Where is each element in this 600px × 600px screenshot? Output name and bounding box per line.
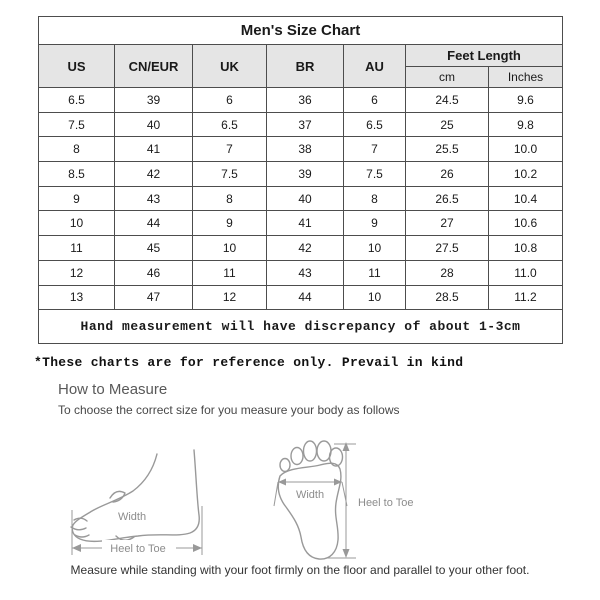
cell-inches: 10.2 bbox=[489, 162, 563, 187]
cell-au: 8 bbox=[344, 186, 406, 211]
toe bbox=[291, 448, 303, 465]
measurement-discrepancy-note: Hand measurement will have discrepancy of about 1-3cm bbox=[39, 310, 563, 344]
cell-uk: 6 bbox=[193, 88, 267, 113]
cell-inches: 11.0 bbox=[489, 260, 563, 285]
size-row bbox=[39, 162, 563, 187]
cell-au: 7.5 bbox=[344, 162, 406, 187]
cell-cn-eur: 45 bbox=[115, 236, 193, 261]
arrowhead-up-icon bbox=[343, 442, 350, 451]
cell-inches: 10.8 bbox=[489, 236, 563, 261]
cell-cm: 25.5 bbox=[406, 137, 489, 162]
side-view-length-label: Heel to Toe bbox=[110, 543, 166, 555]
cell-inches: 9.6 bbox=[489, 88, 563, 113]
cell-cn-eur: 42 bbox=[115, 162, 193, 187]
cell-au: 10 bbox=[344, 236, 406, 261]
toe-detail bbox=[75, 535, 89, 537]
arrowhead-down-icon bbox=[343, 549, 350, 558]
cell-br: 43 bbox=[267, 260, 344, 285]
col-header-cn-eur: CN/EUR bbox=[115, 45, 193, 88]
cell-cn-eur: 39 bbox=[115, 88, 193, 113]
cell-uk: 6.5 bbox=[193, 112, 267, 137]
foot-side-outline bbox=[72, 450, 199, 541]
cell-cn-eur: 43 bbox=[115, 186, 193, 211]
cell-inches: 10.4 bbox=[489, 186, 563, 211]
cell-us: 8.5 bbox=[39, 162, 115, 187]
cell-au: 10 bbox=[344, 285, 406, 310]
side-view-width-label: Width bbox=[117, 511, 147, 523]
cell-us: 12 bbox=[39, 260, 115, 285]
cell-br: 41 bbox=[267, 211, 344, 236]
cell-au: 11 bbox=[344, 260, 406, 285]
cell-uk: 7 bbox=[193, 137, 267, 162]
cell-inches: 9.8 bbox=[489, 112, 563, 137]
cell-us: 8 bbox=[39, 137, 115, 162]
cell-br: 38 bbox=[267, 137, 344, 162]
cell-br: 39 bbox=[267, 162, 344, 187]
cell-us: 7.5 bbox=[39, 112, 115, 137]
table-footnote-row bbox=[39, 310, 563, 344]
cell-au: 6 bbox=[344, 88, 406, 113]
cell-cm: 24.5 bbox=[406, 88, 489, 113]
col-header-cm: cm bbox=[406, 67, 489, 88]
arrowhead-left-icon bbox=[72, 544, 81, 552]
size-row bbox=[39, 88, 563, 113]
cell-inches: 10.0 bbox=[489, 137, 563, 162]
toe-knuckle-detail bbox=[110, 491, 125, 502]
foot-sole-outline bbox=[278, 463, 341, 559]
cell-br: 44 bbox=[267, 285, 344, 310]
top-view-width-label: Width bbox=[295, 489, 325, 501]
cell-cm: 27 bbox=[406, 211, 489, 236]
size-row bbox=[39, 285, 563, 310]
arrowhead-right-icon bbox=[193, 544, 202, 552]
cell-uk: 8 bbox=[193, 186, 267, 211]
top-view-length-label: Heel to Toe bbox=[358, 497, 414, 509]
col-header-au: AU bbox=[344, 45, 406, 88]
toe-detail bbox=[71, 527, 86, 530]
foot-side-view-diagram bbox=[58, 436, 243, 564]
cell-cn-eur: 47 bbox=[115, 285, 193, 310]
toe-small bbox=[280, 459, 290, 472]
table-title-row bbox=[39, 17, 563, 45]
cell-uk: 11 bbox=[193, 260, 267, 285]
cell-cm: 26 bbox=[406, 162, 489, 187]
cell-au: 6.5 bbox=[344, 112, 406, 137]
col-header-br: BR bbox=[267, 45, 344, 88]
cell-us: 9 bbox=[39, 186, 115, 211]
cell-br: 42 bbox=[267, 236, 344, 261]
size-table bbox=[38, 16, 563, 344]
cell-us: 6.5 bbox=[39, 88, 115, 113]
cell-cn-eur: 40 bbox=[115, 112, 193, 137]
reference-note: *These charts are for reference only. Prevail in kind bbox=[34, 355, 464, 370]
measure-instruction-caption: Measure while standing with your foot firmly on the floor and parallel to your other foot. bbox=[70, 563, 530, 577]
cell-us: 13 bbox=[39, 285, 115, 310]
cell-cn-eur: 46 bbox=[115, 260, 193, 285]
cell-inches: 10.6 bbox=[489, 211, 563, 236]
size-row bbox=[39, 260, 563, 285]
size-row bbox=[39, 211, 563, 236]
cell-cn-eur: 41 bbox=[115, 137, 193, 162]
cell-inches: 11.2 bbox=[489, 285, 563, 310]
how-to-measure-heading: How to Measure bbox=[58, 381, 168, 398]
cell-uk: 7.5 bbox=[193, 162, 267, 187]
cell-cm: 28.5 bbox=[406, 285, 489, 310]
cell-au: 9 bbox=[344, 211, 406, 236]
cell-cm: 25 bbox=[406, 112, 489, 137]
size-row bbox=[39, 137, 563, 162]
cell-us: 11 bbox=[39, 236, 115, 261]
size-row bbox=[39, 186, 563, 211]
cell-us: 10 bbox=[39, 211, 115, 236]
how-to-measure-subtitle: To choose the correct size for you measure your body as follows bbox=[58, 403, 400, 417]
size-row bbox=[39, 236, 563, 261]
cell-br: 36 bbox=[267, 88, 344, 113]
cell-cm: 26.5 bbox=[406, 186, 489, 211]
col-header-us: US bbox=[39, 45, 115, 88]
foot-top-view-diagram bbox=[272, 436, 442, 576]
cell-uk: 9 bbox=[193, 211, 267, 236]
col-header-inches: Inches bbox=[489, 67, 563, 88]
cell-au: 7 bbox=[344, 137, 406, 162]
cell-cm: 27.5 bbox=[406, 236, 489, 261]
size-row bbox=[39, 112, 563, 137]
cell-cm: 28 bbox=[406, 260, 489, 285]
cell-cn-eur: 44 bbox=[115, 211, 193, 236]
table-header-row bbox=[39, 45, 563, 67]
table-title: Men's Size Chart bbox=[39, 17, 563, 45]
toe bbox=[304, 441, 317, 461]
cell-br: 37 bbox=[267, 112, 344, 137]
width-guide-left bbox=[274, 482, 278, 506]
col-header-feet-length: Feet Length bbox=[406, 45, 563, 67]
cell-br: 40 bbox=[267, 186, 344, 211]
cell-uk: 10 bbox=[193, 236, 267, 261]
cell-uk: 12 bbox=[193, 285, 267, 310]
toe-detail bbox=[74, 518, 87, 521]
col-header-uk: UK bbox=[193, 45, 267, 88]
